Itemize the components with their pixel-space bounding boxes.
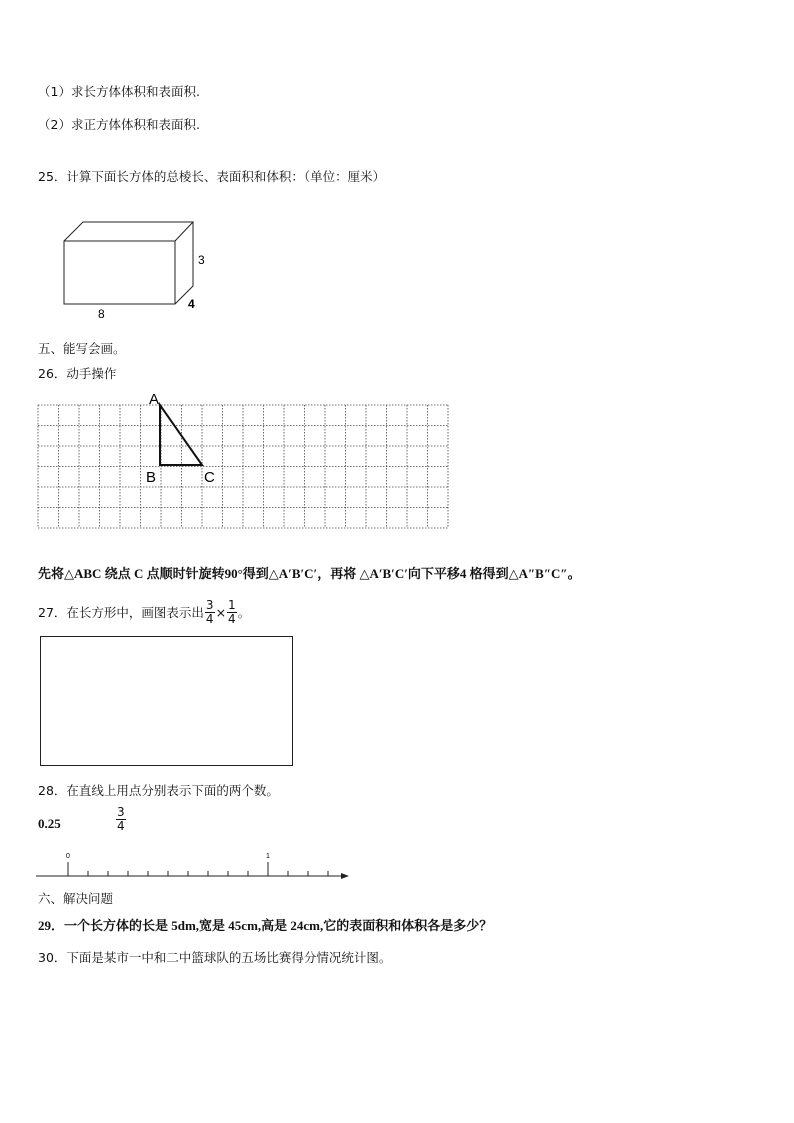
cuboid-front-face — [64, 241, 175, 304]
number-line — [36, 848, 356, 883]
q27-frac2-num: 1 — [228, 597, 236, 612]
q27-prefix: 27．在长方形中，画图表示出 — [38, 605, 204, 620]
q28-value-2 — [115, 806, 127, 833]
q28-frac-num: 3 — [117, 805, 125, 819]
cuboid-side-face — [175, 222, 193, 304]
q29-text: 29．一个长方体的长是 5dm,宽是 45cm,高是 24cm,它的表面积和体积各是多少？ — [38, 918, 493, 933]
q24-part1: （1）求长方体体积和表面积. — [38, 84, 200, 99]
cuboid-width-label: 4 — [188, 297, 195, 311]
label-b: B — [146, 469, 157, 486]
cuboid-figure — [60, 220, 220, 320]
q27-text — [38, 592, 250, 632]
q26-title: 26．动手操作 — [38, 366, 117, 381]
label-a: A — [149, 391, 160, 408]
q27-times: × — [215, 604, 227, 620]
cuboid-top-face — [64, 222, 193, 241]
q28-value-1: 0.25 — [38, 816, 61, 831]
section-5-heading: 五、能写会画。 — [38, 341, 126, 356]
q27-fraction-2 — [227, 599, 237, 626]
number-line-arrow — [341, 873, 349, 879]
q30-text: 30．下面是某市一中和二中篮球队的五场比赛得分情况统计图。 — [38, 950, 392, 965]
q26-instruction: 先将△ABC 绕点 C 点顺时针旋转90°得到△A′B′C′，再将 △A′B′C′向下平移4 格得到△A″B″C″。 — [38, 566, 581, 581]
q27-frac1-num: 3 — [205, 597, 214, 612]
q27-fraction-1 — [205, 599, 215, 626]
section-6-heading: 六、解决问题 — [38, 891, 114, 906]
label-c: C — [204, 469, 215, 486]
q27-frac2-den: 4 — [228, 611, 236, 626]
q27-rectangle[interactable] — [40, 636, 293, 766]
q28-fraction — [116, 806, 126, 833]
q27-suffix: 。 — [237, 605, 251, 620]
q24-part2: （2）求正方体体积和表面积. — [38, 117, 200, 132]
q27-frac1-den: 4 — [205, 611, 214, 626]
tick-label-0: 0 — [66, 853, 70, 860]
triangle-abc — [160, 405, 202, 465]
dotted-grid — [38, 391, 450, 530]
q28-frac-den: 4 — [117, 819, 125, 833]
cuboid-length-label: 8 — [98, 307, 105, 321]
q25-text: 25．计算下面长方体的总棱长、表面积和体积：（单位：厘米） — [38, 169, 386, 184]
q28-text: 28．在直线上用点分别表示下面的两个数。 — [38, 783, 279, 798]
cuboid-height-label: 3 — [198, 253, 205, 267]
tick-label-1: 1 — [266, 853, 270, 860]
